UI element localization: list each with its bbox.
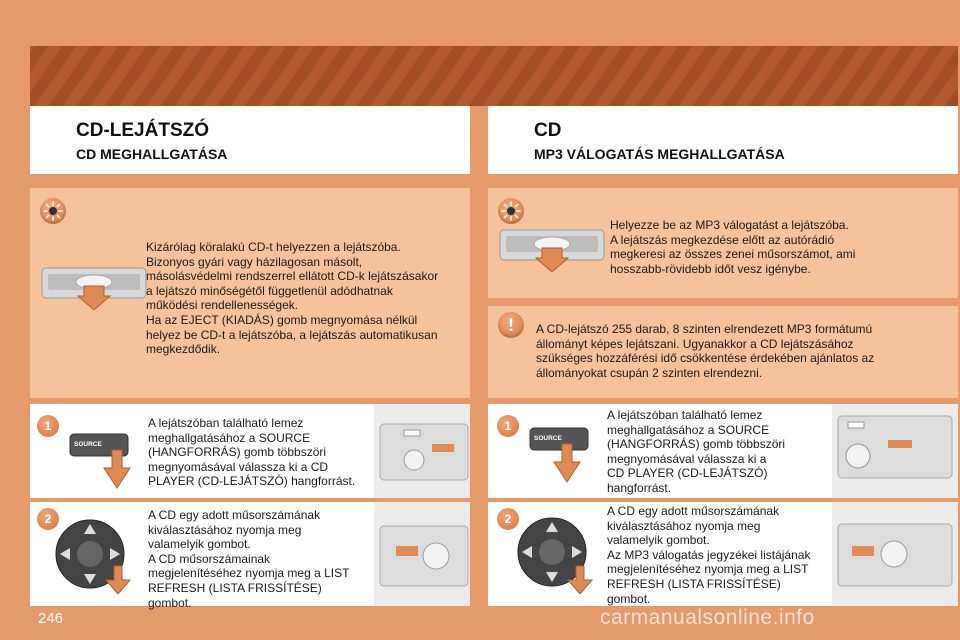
cd-player-icon	[40, 262, 150, 312]
radio-faceplate-icon	[832, 502, 958, 606]
header-stripe-bar	[30, 46, 958, 106]
left-header	[30, 106, 470, 174]
radio-faceplate-icon	[374, 502, 470, 606]
right-step-1-text: A lejátszóban található lemez meghallgatásához a SOURCE (HANGFORRÁS) gomb többszöri megnyomásával válassza ki a CD PLAYER (CD-LEJÁTSZÓ) hangforrást.	[607, 408, 786, 495]
sun-tip-icon	[498, 198, 524, 224]
right-warning-text: A CD-lejátszó 255 darab, 8 szinten elrendezett MP3 formátumú állományt képes lejátszani. Ugyanakkor a CD lejátszásához szükséges hozzáférési idő csökkentése érdekében ajánlatos az állományokat csupán 2 szinten elrendezni.	[536, 322, 875, 380]
left-info-panel	[30, 188, 470, 398]
sun-tip-icon	[40, 198, 66, 224]
step-number: 1	[37, 415, 59, 437]
right-title: CD	[534, 120, 562, 141]
step-number: 2	[37, 508, 59, 530]
right-step-2	[488, 502, 958, 606]
radio-faceplate-icon	[374, 404, 470, 498]
left-step-2-text: A CD egy adott műsorszámának kiválasztásához nyomja meg valamelyik gombot. A CD műsorszámainak megjelenítéséhez nyomja meg a LIST REFRESH (LISTA FRISSÍTÉSE) gombot.	[148, 508, 350, 610]
nav-dial-icon	[514, 512, 594, 594]
step-number: 2	[497, 508, 519, 530]
left-step-1	[30, 404, 470, 498]
watermark: carmanualsonline.info	[600, 606, 815, 629]
left-step-1-text: A lejátszóban található lemez meghallgatásához a SOURCE (HANGFORRÁS) gomb többszöri megnyomásával válassza ki a CD PLAYER (CD-LEJÁTSZÓ) hangforrást.	[148, 416, 356, 489]
source-button-label: SOURCE	[534, 435, 562, 442]
step-number: 1	[497, 415, 519, 437]
right-step-1	[488, 404, 958, 498]
right-header	[488, 106, 958, 174]
radio-faceplate-icon	[832, 404, 958, 498]
source-button-label: SOURCE	[74, 441, 102, 448]
cd-player-icon	[498, 224, 608, 274]
warning-icon: !	[498, 312, 524, 338]
page-number: 246	[38, 610, 64, 627]
left-info-text: Kizárólag köralakú CD-t helyezzen a lejátszóba. Bizonyos gyári vagy házilagosan másolt, másolásvédelmi rendszerrel ellátott CD-k lejátszásakor a lejátszó minőségétől függetlenül adódhatnak működési rendellenességek. Ha az EJECT (KIADÁS) gomb megnyomása nélkül helyez be CD-t a lejátszóba, a lejátszás automatikusan megkezdődik.	[146, 240, 439, 357]
left-subtitle: CD MEGHALLGATÁSA	[76, 146, 228, 162]
left-title: CD-LEJÁTSZÓ	[76, 120, 209, 141]
right-subtitle: MP3 VÁLOGATÁS MEGHALLGATÁSA	[534, 146, 785, 162]
right-info-panel	[488, 188, 958, 298]
left-step-2	[30, 502, 470, 610]
nav-dial-icon	[54, 514, 134, 594]
right-warning-panel	[488, 306, 958, 398]
right-info-text: Helyezze be az MP3 válogatást a lejátszóba. A lejátszás megkezdése előtt az autórádió megkeresi az összes zenei műsorszámot, ami hosszabb-rövidebb időt vesz igénybe.	[610, 218, 856, 276]
right-step-2-text: A CD egy adott műsorszámának kiválasztásához nyomja meg valamelyik gombot. Az MP3 válogatás jegyzékei listájának megjelenítéséhez nyomja meg a LIST REFRESH (LISTA FRISSÍTÉSE) gombot.	[607, 504, 811, 606]
